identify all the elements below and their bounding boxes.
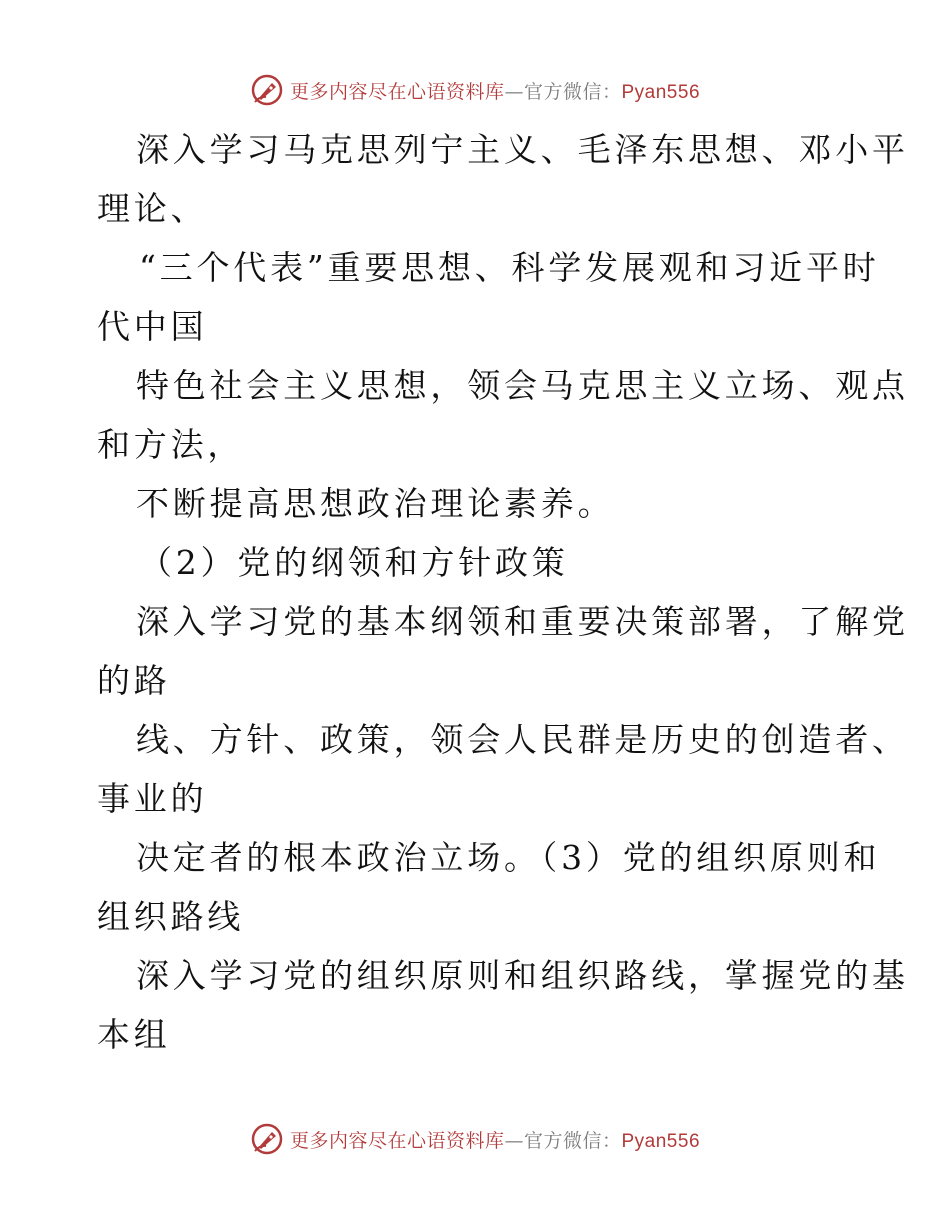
- page-header-watermark: [0, 70, 950, 110]
- text-line: 深入学习党的组织原则和组织路线，掌握党的基: [136, 956, 909, 995]
- watermark-separator: —: [504, 1129, 524, 1152]
- text-line: 深入学习马克思列宁主义、毛泽东思想、邓小平: [136, 130, 909, 169]
- watermark-site: 更多内容尽在心语资料库: [289, 80, 505, 103]
- watermark-wechat-id: Pyan556: [621, 1130, 701, 1152]
- section-heading: （2）党的纲领和方针政策: [139, 543, 569, 582]
- watermark: [250, 1122, 700, 1156]
- text-line: 的路: [97, 661, 171, 700]
- watermark-wechat-label: 官方微信：: [523, 80, 622, 103]
- text-line: 深入学习党的基本纲领和重要决策部署，了解党: [136, 602, 909, 641]
- text-line: 决定者的根本政治立场。（3）党的组织原则和: [136, 838, 881, 877]
- text-line: 组织路线: [97, 897, 245, 936]
- pen-nib-logo-icon: [250, 1122, 284, 1156]
- watermark-separator: —: [504, 80, 524, 103]
- pen-nib-logo-icon: [250, 73, 284, 107]
- text-line: 特色社会主义思想，领会马克思主义立场、观点: [136, 366, 909, 405]
- text-line: “三个代表”重要思想、科学发展观和习近平时: [139, 248, 880, 287]
- text-line: 事业的: [97, 779, 208, 818]
- text-line: 代中国: [97, 307, 208, 346]
- watermark: [250, 73, 700, 107]
- watermark-site: 更多内容尽在心语资料库: [289, 1129, 505, 1152]
- watermark-wechat-id: Pyan556: [621, 81, 701, 103]
- text-line: 不断提高思想政治理论素养。: [136, 484, 615, 523]
- text-line: 理论、: [97, 189, 208, 228]
- text-line: 本组: [97, 1015, 171, 1054]
- page-footer-watermark: [0, 1119, 950, 1159]
- document-body: [97, 120, 909, 1064]
- text-line: 和方法，: [97, 425, 245, 464]
- text-line: 线、方针、政策，领会人民群是历史的创造者、: [136, 720, 909, 759]
- watermark-wechat-label: 官方微信：: [523, 1129, 622, 1152]
